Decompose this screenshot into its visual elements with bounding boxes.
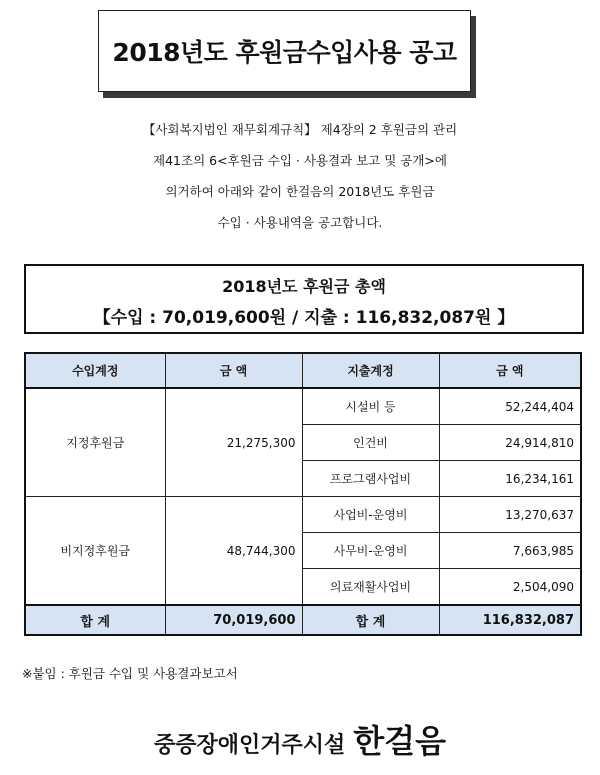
org-signature	[0, 716, 600, 762]
header-expense-account: 지출계정	[302, 353, 439, 388]
total-income-label: 합 계	[25, 605, 165, 635]
table-row	[25, 388, 581, 425]
expense-amount: 52,244,404	[439, 388, 581, 425]
org-prefix: 중증장애인거주시설	[153, 733, 346, 758]
header-income-amount: 금 액	[165, 353, 302, 388]
expense-amount: 24,914,810	[439, 425, 581, 461]
expense-amount: 7,663,985	[439, 533, 581, 569]
table-header-row	[25, 353, 581, 388]
header-income-account: 수입계정	[25, 353, 165, 388]
expense-amount: 13,270,637	[439, 497, 581, 533]
expense-account: 의료재활사업비	[302, 569, 439, 606]
income-amount: 48,744,300	[165, 497, 302, 606]
expense-account: 사무비-운영비	[302, 533, 439, 569]
table-row	[25, 497, 581, 533]
title-box	[98, 10, 471, 92]
income-account: 비지정후원금	[25, 497, 165, 606]
income-account: 지정후원금	[25, 388, 165, 497]
header-expense-amount: 금 액	[439, 353, 581, 388]
total-expense-amount: 116,832,087	[439, 605, 581, 635]
expense-amount: 2,504,090	[439, 569, 581, 606]
intro-line: 【사회복지법인 재무회계규칙】 제4장의 2 후원금의 관리	[142, 122, 458, 137]
attachment-note: ※붙임 : 후원금 수입 및 사용결과보고서	[22, 666, 238, 681]
org-name: 한걸음	[353, 722, 447, 760]
expense-account: 사업비-운영비	[302, 497, 439, 533]
total-income-amount: 70,019,600	[165, 605, 302, 635]
total-expense-label: 합 계	[302, 605, 439, 635]
expense-account: 시설비 등	[302, 388, 439, 425]
intro-line: 의거하여 아래와 같이 한걸음의 2018년도 후원금	[165, 184, 435, 199]
intro-text	[0, 114, 600, 238]
table-total-row	[25, 605, 581, 635]
summary-title: 2018년도 후원금 총액	[222, 277, 386, 296]
page-title: 2018년도 후원금수입사용 공고	[112, 38, 457, 67]
ledger-table	[24, 352, 582, 636]
expense-account: 인건비	[302, 425, 439, 461]
intro-line: 수입 · 사용내역을 공고합니다.	[217, 215, 383, 230]
intro-line: 제41조의 6<후원금 수입 · 사용결과 보고 및 공개>에	[153, 153, 447, 168]
summary-line: 【수입 : 70,019,600원 / 지출 : 116,832,087원 】	[93, 308, 515, 328]
summary-box	[24, 264, 584, 334]
expense-amount: 16,234,161	[439, 461, 581, 497]
income-amount: 21,275,300	[165, 388, 302, 497]
expense-account: 프로그램사업비	[302, 461, 439, 497]
